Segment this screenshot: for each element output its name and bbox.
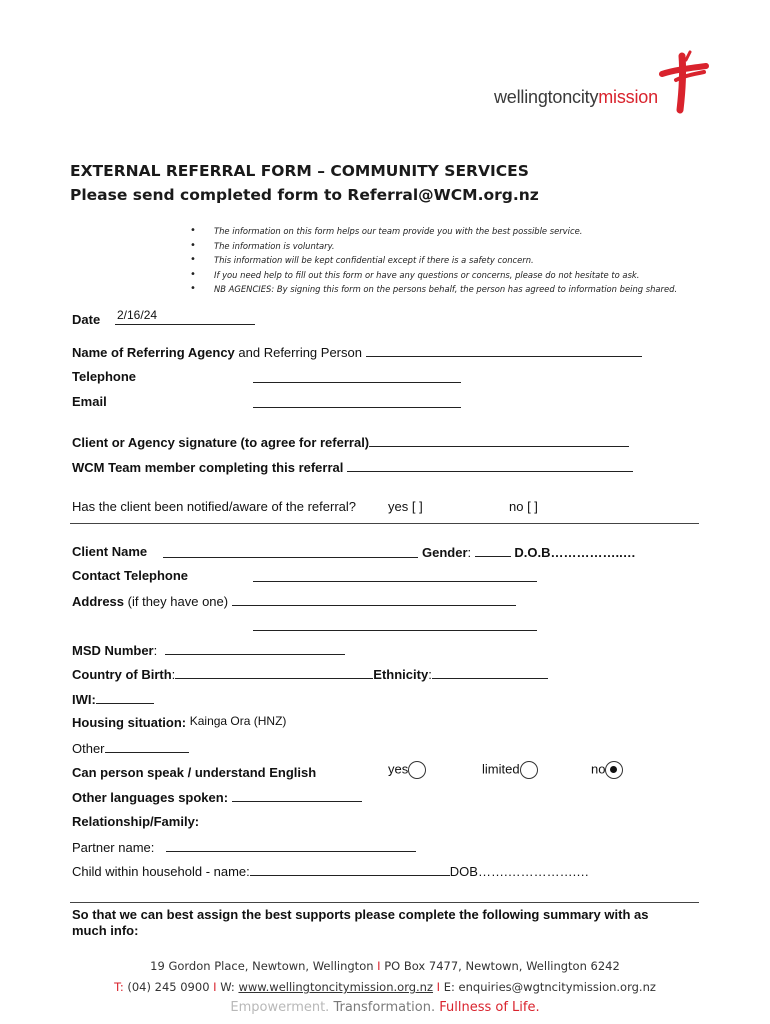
footer-website-link[interactable]: www.wellingtoncitymission.org.nz [238, 980, 434, 994]
child-field[interactable] [250, 863, 450, 876]
footer-e-label: E: [440, 980, 459, 994]
notified-label: Has the client been notified/aware of the referral? [72, 499, 357, 514]
signature-row [72, 434, 629, 450]
other-row [72, 740, 189, 756]
partner-field[interactable] [166, 839, 416, 852]
team-member-label: WCM Team member completing this referral [72, 460, 344, 475]
relationship-label: Relationship/Family: [72, 814, 200, 829]
gender-row [422, 544, 636, 560]
agency-field[interactable] [366, 344, 642, 357]
notified-no-option[interactable]: no [ ] [509, 499, 538, 514]
note-item: • NB AGENCIES: By signing this form on the persons behalf, the person has agreed to information being shared. [190, 282, 677, 297]
iwi-field[interactable] [96, 691, 154, 704]
gender-label: Gender [422, 545, 468, 560]
date-field[interactable] [115, 308, 255, 330]
english-limited-label: limited [482, 761, 520, 777]
client-name-label: Client Name [72, 544, 148, 559]
footer-w-label: W: [216, 980, 239, 994]
summary-line2: much info: [72, 923, 139, 938]
gender-field[interactable] [475, 544, 511, 557]
footer-tel-label: T: [114, 980, 124, 994]
other-field[interactable] [105, 740, 189, 753]
languages-field[interactable] [232, 789, 362, 802]
dob-label: D.O.B……………..… [514, 545, 636, 560]
footer-address [0, 959, 770, 973]
footer-sep: I [373, 959, 385, 973]
tagline-transformation: Transformation. [333, 1000, 440, 1015]
team-member-row [72, 459, 633, 475]
tagline-empowerment: Empowerment. [230, 1000, 334, 1015]
team-member-field[interactable] [347, 459, 633, 472]
other-label: Other [72, 741, 105, 756]
iwi-row [72, 691, 154, 707]
english-limited-radio[interactable] [520, 761, 538, 779]
footer-contact: T: (04) 245 0900 I W: www.wellingtoncitymission.org.nz I E: enquiries@wgtncitymission.org.nz [114, 980, 656, 994]
agency-label-rest: and Referring Person [234, 345, 366, 360]
country-row [72, 666, 548, 682]
housing-row [72, 715, 286, 730]
country-field[interactable] [175, 666, 373, 679]
note-item: • This information will be kept confidential except if there is a safety concern. [190, 253, 677, 268]
partner-label: Partner name: [72, 840, 155, 855]
email-label: Email [72, 394, 107, 409]
msd-colon: : [153, 643, 158, 658]
housing-label: Housing situation: [72, 715, 187, 730]
form-title: EXTERNAL REFERRAL FORM – COMMUNITY SERVICES [70, 162, 529, 180]
contact-tel-label: Contact Telephone [72, 568, 189, 583]
address-label-rest: (if they have one) [124, 594, 229, 609]
partner-row [72, 839, 416, 855]
logo [494, 50, 714, 114]
address-field[interactable] [232, 593, 516, 606]
date-value: 2/16/24 [117, 308, 158, 322]
languages-label: Other languages spoken: [72, 790, 229, 805]
date-label: Date [72, 312, 101, 327]
ethnicity-label: Ethnicity [373, 667, 429, 682]
housing-value[interactable]: Kainga Ora (HNZ) [189, 714, 287, 728]
agency-row [72, 344, 642, 360]
logo-text: wellingtoncitymission [494, 87, 658, 107]
contact-tel-field[interactable] [253, 569, 537, 582]
signature-field[interactable] [369, 434, 629, 447]
english-no-label: no [591, 761, 606, 777]
english-no-option[interactable] [591, 761, 623, 779]
telephone-label: Telephone [72, 369, 137, 384]
notified-yes-option[interactable]: yes [ ] [388, 499, 423, 514]
child-row [72, 863, 589, 879]
english-limited-option[interactable] [482, 761, 538, 779]
note-item: • The information is voluntary. [190, 239, 677, 254]
client-name-field[interactable] [163, 545, 418, 558]
msd-field[interactable] [165, 642, 345, 655]
child-dob-label: DOB…….…………….… [449, 864, 590, 879]
summary-line1: So that we can best assign the best supports please complete the following summary with as [72, 907, 649, 922]
address-label: Address [72, 594, 125, 609]
english-yes-label: yes [388, 761, 409, 777]
msd-label: MSD Number [72, 643, 154, 658]
address-row [72, 593, 516, 609]
msd-row [72, 642, 345, 658]
note-item: • If you need help to fill out this form or have any questions or concerns, please do not hesitate to ask. [190, 268, 677, 283]
languages-row [72, 789, 362, 805]
gender-colon: : [467, 545, 472, 560]
telephone-field[interactable] [253, 370, 461, 383]
english-no-radio[interactable] [605, 761, 623, 779]
tagline-fullness: Fullness of Life. [439, 1000, 540, 1015]
agency-label: Name of Referring Agency [72, 345, 235, 360]
form-subtitle: Please send completed form to Referral@WCM.org.nz [70, 186, 539, 204]
footer-tel: (04) 245 0900 [123, 980, 210, 994]
ethnicity-field[interactable] [432, 666, 548, 679]
signature-label: Client or Agency signature (to agree for referral) [72, 435, 370, 450]
country-label: Country of Birth [72, 667, 172, 682]
country-colon: : [171, 667, 176, 682]
email-field[interactable] [253, 395, 461, 408]
english-label: Can person speak / understand English [72, 765, 317, 780]
footer-tagline [0, 1000, 770, 1015]
footer-email-link[interactable]: enquiries@wgtncitymission.org.nz [458, 980, 656, 994]
child-label: Child within household - name: [72, 864, 250, 879]
summary-divider [70, 902, 699, 903]
ethnicity-colon: : [428, 667, 432, 682]
address-field-line2[interactable] [253, 618, 537, 631]
section-divider [70, 523, 699, 524]
english-yes-option[interactable] [388, 761, 426, 779]
footer-address-b: PO Box 7477, Newtown, Wellington 6242 [384, 959, 620, 973]
english-yes-radio[interactable] [408, 761, 426, 779]
footer-address-a: 19 Gordon Place, Newtown, Wellington [150, 959, 374, 973]
iwi-label: IWI: [72, 692, 96, 707]
notes-list [190, 224, 677, 297]
note-item: • The information on this form helps our team provide you with the best possible service. [190, 224, 677, 239]
cross-icon [656, 50, 712, 114]
